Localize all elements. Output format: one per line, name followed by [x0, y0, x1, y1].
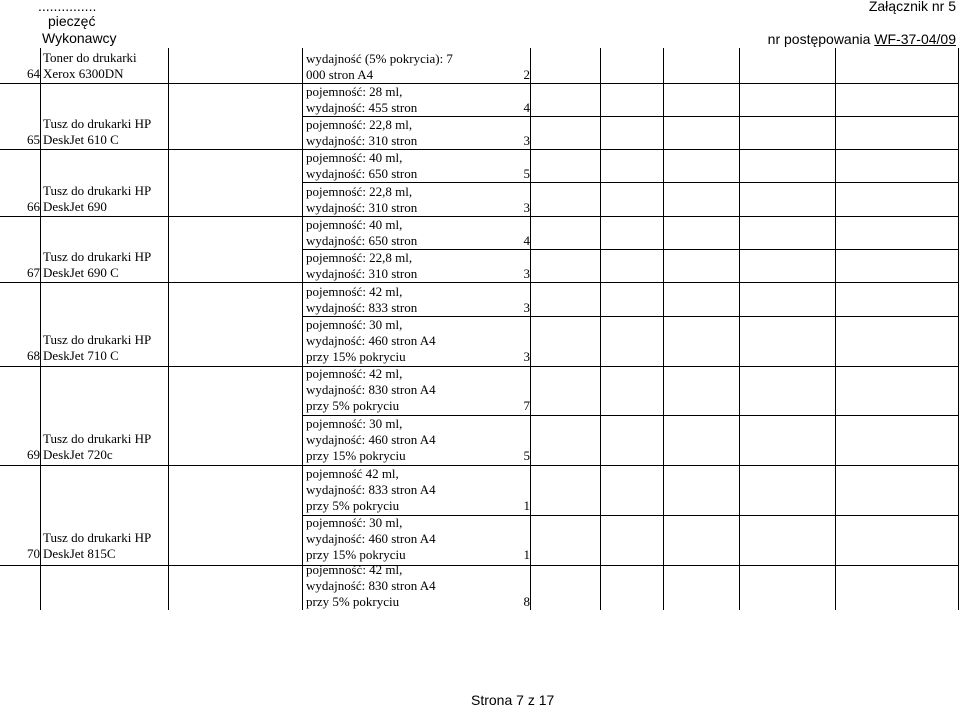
quantity: 3 [523, 133, 530, 148]
spec-text [306, 284, 417, 316]
quantity: 3 [523, 200, 530, 215]
row-separator [0, 83, 302, 84]
row-number: 70 [27, 546, 40, 561]
spec-line: pojemność: 42 ml, [306, 562, 403, 577]
row-number: 64 [27, 66, 40, 81]
spec-text [306, 416, 436, 464]
spec-line: 000 stron A4 [306, 67, 374, 82]
row-number: 68 [27, 348, 40, 363]
spec-line: wydajność: 455 stron [306, 100, 418, 115]
spec-text [306, 184, 417, 216]
item-name: Tusz do drukarki HP [43, 332, 152, 347]
row-number: 66 [27, 199, 40, 214]
item-name: Toner do drukarki [43, 50, 137, 65]
spec-line: wydajność: 830 stron A4 [306, 382, 436, 397]
spec-text [306, 250, 417, 282]
spec-text [306, 51, 453, 83]
item-name: DeskJet 720c [43, 447, 113, 462]
row-separator [0, 366, 302, 367]
spec-line: wydajność: 460 stron A4 [306, 432, 436, 447]
row-number: 67 [27, 265, 40, 280]
spec-line: przy 5% pokryciu [306, 498, 400, 513]
quantity: 5 [523, 448, 530, 463]
page-number: Strona 7 z 17 [471, 692, 555, 708]
item-name: DeskJet 710 C [43, 348, 119, 363]
spec-line: pojemność: 30 ml, [306, 515, 403, 530]
item-name: Tusz do drukarki HP [43, 530, 152, 545]
spec-line: wydajność: 310 stron [306, 200, 418, 215]
stamp-label: pieczęć [48, 13, 96, 29]
quantity: 3 [523, 266, 530, 281]
item-name: DeskJet 815C [43, 546, 116, 561]
spec-line: wydajność: 310 stron [306, 266, 418, 281]
item-name: DeskJet 690 [43, 199, 107, 214]
spec-line: wydajność: 830 stron A4 [306, 578, 436, 593]
quantity: 8 [523, 594, 530, 609]
spec-line: pojemność: 22,8 ml, [306, 184, 413, 199]
table-vline [40, 48, 41, 610]
table-vline [739, 48, 740, 610]
spec-line: przy 15% pokryciu [306, 547, 406, 562]
spec-text [306, 466, 436, 514]
contractor-label: Wykonawcy [42, 30, 117, 46]
quantity: 2 [523, 67, 530, 82]
table-vline [302, 48, 303, 610]
row-number: 65 [27, 132, 40, 147]
spec-line: wydajność: 833 stron [306, 300, 418, 315]
item-name: Tusz do drukarki HP [43, 249, 152, 264]
row-separator [0, 282, 302, 283]
spec-line: wydajność (5% pokrycia): 7 [306, 51, 453, 66]
row-separator [302, 182, 958, 183]
quantity: 4 [523, 100, 530, 115]
table-vline [663, 48, 664, 610]
spec-line: pojemność: 42 ml, [306, 366, 403, 381]
spec-line: pojemność: 28 ml, [306, 84, 403, 99]
procedure-number [768, 31, 956, 47]
table-vline [168, 48, 169, 610]
table-vline [600, 48, 601, 610]
spec-line: wydajność: 310 stron [306, 133, 418, 148]
table-vline [530, 48, 531, 610]
stamp-dots: ............... [38, 0, 97, 14]
item-name: DeskJet 690 C [43, 265, 119, 280]
spec-line: przy 5% pokryciu [306, 398, 400, 413]
item-name: Xerox 6300DN [43, 66, 124, 81]
quantity: 1 [523, 498, 530, 513]
quantity: 4 [523, 233, 530, 248]
row-separator [0, 149, 302, 150]
spec-line: pojemność: 40 ml, [306, 150, 403, 165]
row-separator [0, 565, 302, 566]
quantity: 3 [523, 300, 530, 315]
spec-line: wydajność: 460 stron A4 [306, 531, 436, 546]
procedure-id: WF-37-04/09 [874, 31, 956, 47]
quantity: 3 [523, 349, 530, 364]
row-separator [0, 216, 302, 217]
spec-line: wydajność: 833 stron A4 [306, 482, 436, 497]
quantity: 1 [523, 547, 530, 562]
spec-text [306, 317, 436, 365]
spec-line: przy 15% pokryciu [306, 448, 406, 463]
row-separator [302, 282, 958, 283]
table-vline [958, 48, 959, 610]
spec-line: wydajność: 460 stron A4 [306, 333, 436, 348]
spec-text [306, 366, 436, 414]
item-name: Tusz do drukarki HP [43, 431, 152, 446]
spec-line: pojemność: 30 ml, [306, 416, 403, 431]
spec-text [306, 562, 436, 610]
spec-text [306, 515, 436, 563]
item-name: DeskJet 610 C [43, 132, 119, 147]
quantity: 7 [523, 398, 530, 413]
row-number: 69 [27, 447, 40, 462]
spec-line: wydajność: 650 stron [306, 166, 418, 181]
spec-text [306, 84, 417, 116]
spec-text [306, 150, 417, 182]
spec-text [306, 217, 417, 249]
row-separator [0, 465, 302, 466]
spec-line: pojemność 42 ml, [306, 466, 399, 481]
spec-line: przy 15% pokryciu [306, 349, 406, 364]
table-vline [835, 48, 836, 610]
spec-line: pojemność: 42 ml, [306, 284, 403, 299]
spec-line: pojemność: 30 ml, [306, 317, 403, 332]
spec-line: wydajność: 650 stron [306, 233, 418, 248]
spec-line: pojemność: 40 ml, [306, 217, 403, 232]
spec-line: pojemność: 22,8 ml, [306, 250, 413, 265]
item-name: Tusz do drukarki HP [43, 183, 152, 198]
spec-line: przy 5% pokryciu [306, 594, 400, 609]
procedure-prefix: nr postępowania [767, 31, 875, 47]
quantity: 5 [523, 166, 530, 181]
spec-line: pojemność: 22,8 ml, [306, 117, 413, 132]
item-name: Tusz do drukarki HP [43, 116, 152, 131]
annex-label: Załącznik nr 5 [868, 0, 956, 14]
spec-text [306, 117, 417, 149]
